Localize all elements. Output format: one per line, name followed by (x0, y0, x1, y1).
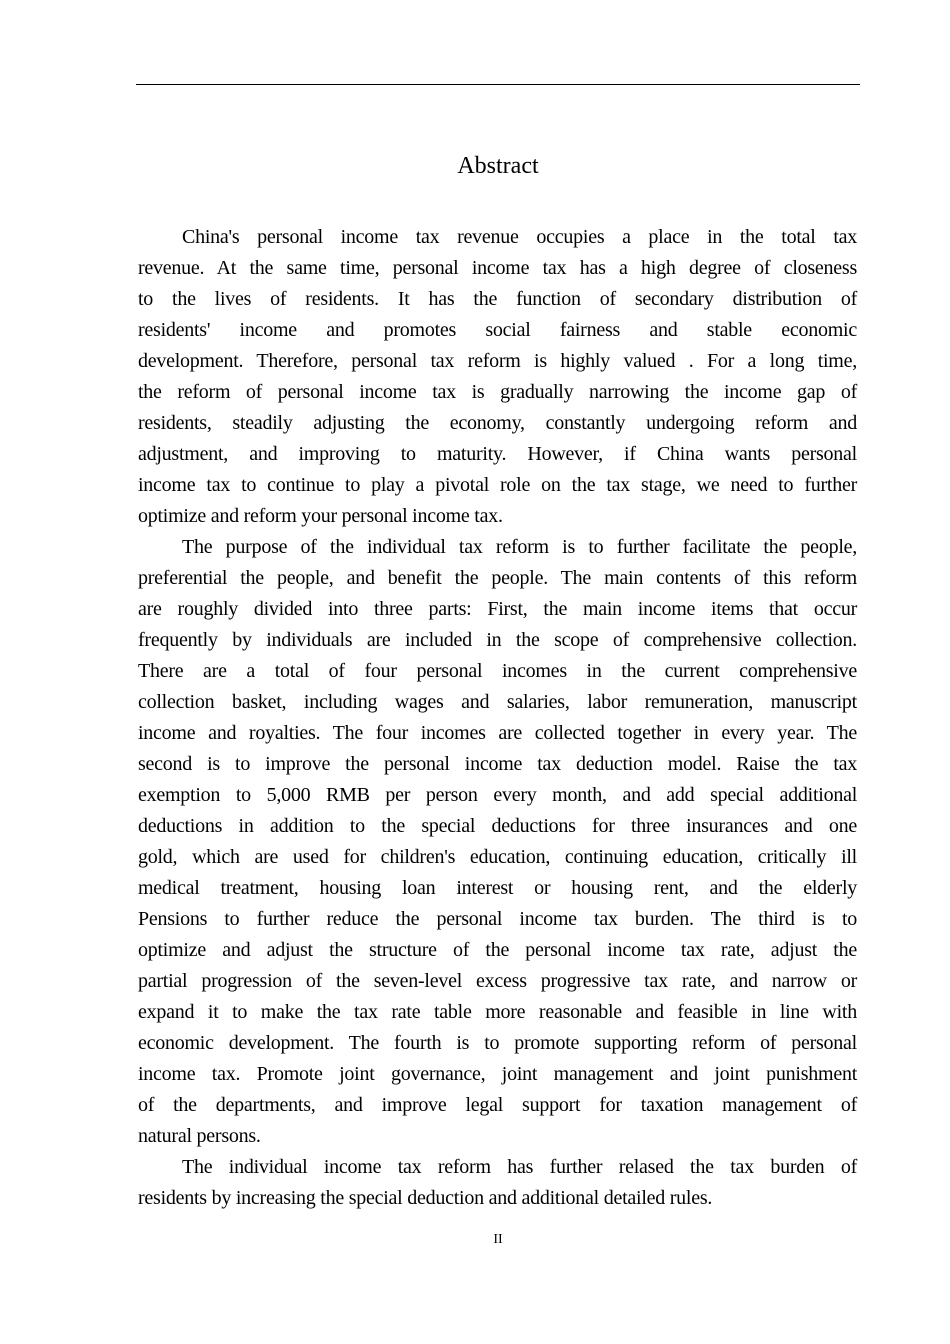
text-line: partial progression of the seven-level excess progressive tax rate, and narrow or (138, 970, 857, 992)
text-line: medical treatment, housing loan interest or housing rent, and the elderly (138, 877, 857, 899)
text-line: residents' income and promotes social fairness and stable economic (138, 319, 857, 341)
paragraph (138, 222, 857, 532)
text-line: economic development. The fourth is to promote supporting reform of personal (138, 1032, 857, 1054)
abstract-body (138, 222, 857, 1214)
text-line: optimize and adjust the structure of the personal income tax rate, adjust the (138, 939, 857, 961)
text-line: of the departments, and improve legal support for taxation management of (138, 1094, 857, 1116)
text-line: The purpose of the individual tax reform is to further facilitate the people, (182, 536, 857, 558)
text-line: frequently by individuals are included in the scope of comprehensive collection. (138, 629, 857, 651)
text-line: the reform of personal income tax is gradually narrowing the income gap of (138, 381, 857, 403)
text-line: are roughly divided into three parts: First, the main income items that occur (138, 598, 857, 620)
text-line: development. Therefore, personal tax reform is highly valued . For a long time, (138, 350, 857, 372)
text-line: gold, which are used for children's education, continuing education, critically ill (138, 846, 857, 868)
text-line: There are a total of four personal incomes in the current comprehensive (138, 660, 857, 682)
text-line: exemption to 5,000 RMB per person every month, and add special additional (138, 784, 857, 806)
text-line: preferential the people, and benefit the people. The main contents of this reform (138, 567, 857, 589)
text-line: income tax to continue to play a pivotal role on the tax stage, we need to further (138, 474, 857, 496)
paragraph (138, 1152, 857, 1214)
text-line: expand it to make the tax rate table more reasonable and feasible in line with (138, 1001, 857, 1023)
text-line: to the lives of residents. It has the function of secondary distribution of (138, 288, 857, 310)
page-title: Abstract (457, 153, 539, 179)
text-line: residents by increasing the special deduction and additional detailed rules. (138, 1187, 713, 1209)
text-line: The individual income tax reform has further relased the tax burden of (182, 1156, 857, 1178)
text-line: collection basket, including wages and salaries, labor remuneration, manuscript (138, 691, 857, 713)
text-line: adjustment, and improving to maturity. However, if China wants personal (138, 443, 857, 465)
text-line: deductions in addition to the special deductions for three insurances and one (138, 815, 857, 837)
text-line: income tax. Promote joint governance, joint management and joint punishment (138, 1063, 857, 1085)
text-line: Pensions to further reduce the personal income tax burden. The third is to (138, 908, 857, 930)
page-number: II (493, 1232, 503, 1247)
text-line: revenue. At the same time, personal income tax has a high degree of closeness (138, 257, 857, 279)
text-line: second is to improve the personal income tax deduction model. Raise the tax (138, 753, 857, 775)
text-line: residents, steadily adjusting the economy, constantly undergoing reform and (138, 412, 857, 434)
text-line: China's personal income tax revenue occupies a place in the total tax (182, 226, 857, 248)
text-line: income and royalties. The four incomes are collected together in every year. The (138, 722, 857, 744)
text-line: natural persons. (138, 1125, 261, 1147)
paragraph (138, 532, 857, 1152)
header-rule (136, 84, 860, 85)
text-line: optimize and reform your personal income tax. (138, 505, 503, 527)
